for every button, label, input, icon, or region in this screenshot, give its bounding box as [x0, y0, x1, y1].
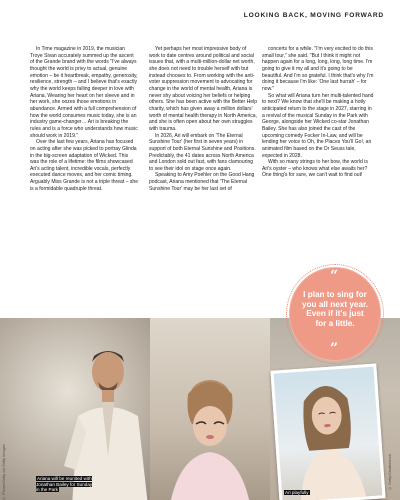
quote-open-mark: “: [330, 268, 339, 284]
paragraph: Over the last few years, Ariana has focused on acting after she was picked to portray Glinda in the big-screen adaptation of Wicked. This was the role of a lifetime: the films showcased Ari's acting talent, incredible vocals, perfectly executed dance moves, and her comic timing. Arguably Miss Grande is not a triple threat – she is a formidable quadruple threat.: [30, 139, 139, 192]
paragraph: With so many strings to her bow, the world is Ari's oyster – who knows what else awaits her? One thing's for sure, we can't wait to find out!: [262, 159, 368, 179]
article-column-2: [149, 46, 257, 192]
section-title: LOOKING BACK, MOVING FORWARD: [243, 12, 384, 19]
inset-photo-credit: © Getty/Shutterstock: [388, 453, 392, 490]
paragraph: Yet perhaps her most impressive body of work to date centres around political and social issues that, with a multi-million-dollar net worth, she does not need to trouble herself with but instead chooses to. From working with the anti-voter suppression movement to advocating for change in the world of mental health, Ariana is never shy about voicing her beliefs or helping others. She has been active with the Better Help charity, which has given away a million dollars' worth of mental health therapy in North America, and she is often open about her own struggles with trauma.: [149, 46, 258, 132]
paragraph: Speaking to Amy Poehler on the Good Hang podcast, Ariana mentioned that 'The Eternal Sunshine Tour' may be her last set of: [149, 172, 255, 192]
paragraph: In 2026, Ari will embark on 'The Eternal Sunshine Tour' (her first in seven years) in support of both Eternal Sunshine and Positions. Predictably, the 41 dates across North America and London sold out fast, with fans clamouring to see their idol on stage once again.: [149, 132, 256, 172]
inset-caption-text: Ari playfully: [285, 490, 309, 495]
inset-portrait: [274, 367, 383, 500]
photo-credit: © Phone/Getty via Getty Images: [2, 444, 6, 500]
paragraph: So what will Ariana turn her multi-talented hand to next? We know that she'll be making a hotly anticipated return to the stage in 2027, starring in a revival of the musical Sunday in the Park with George, alongside her Wicked co-star Jonathan Bailey. She has also joined the cast of the upcoming comedy Focker In-Law, and will be lending her voice to Oh, the Places You'll Go!, an animated film based on the Dr Seuss tale, expected in 2028.: [262, 92, 374, 159]
inset-photo: [270, 363, 385, 500]
quote-close-mark: ”: [330, 341, 339, 357]
photo-caption: [36, 476, 96, 493]
article-column-3: [262, 46, 374, 179]
paragraph: In Time magazine in 2019, the musician Troye Sivan accurately summed up the ascent of the Grande brand with the words "I've always thought the world is privy to actual, genuine emotion – be it heartbreak, empathy, generosity, resilience, strength – and I believe that's exactly why the world keeps falling deeper in love with Ariana. Wearing her heart on her sleeve and in her work, she oozes those emotions in abundance. Armed with a full comprehension of how the world consumes music today, she is an industry game-changer… Ari is breaking the rules and is a force who understands how music should work in 2019.": [30, 46, 138, 139]
woman-figure: [150, 374, 270, 500]
inset-caption: [284, 490, 310, 495]
paragraph: concerts for a while. "I'm very excited to do this small tour," she said. "But I think it might not happen again for a long, long, long, long time. I'm going to give it my all and it's going to be beautiful. And I'm so grateful. I think that's why I'm doing it because I'm like: 'One last hurrah' – for now.": [262, 46, 374, 92]
article-column-1: [30, 46, 138, 192]
pull-quote-text: I plan to sing for you all next year. Even if it's just for a little.: [302, 290, 368, 328]
photo-caption-text: Ariana will be reunited with Jonathan Bailey for Sunday in the Park: [36, 476, 93, 493]
